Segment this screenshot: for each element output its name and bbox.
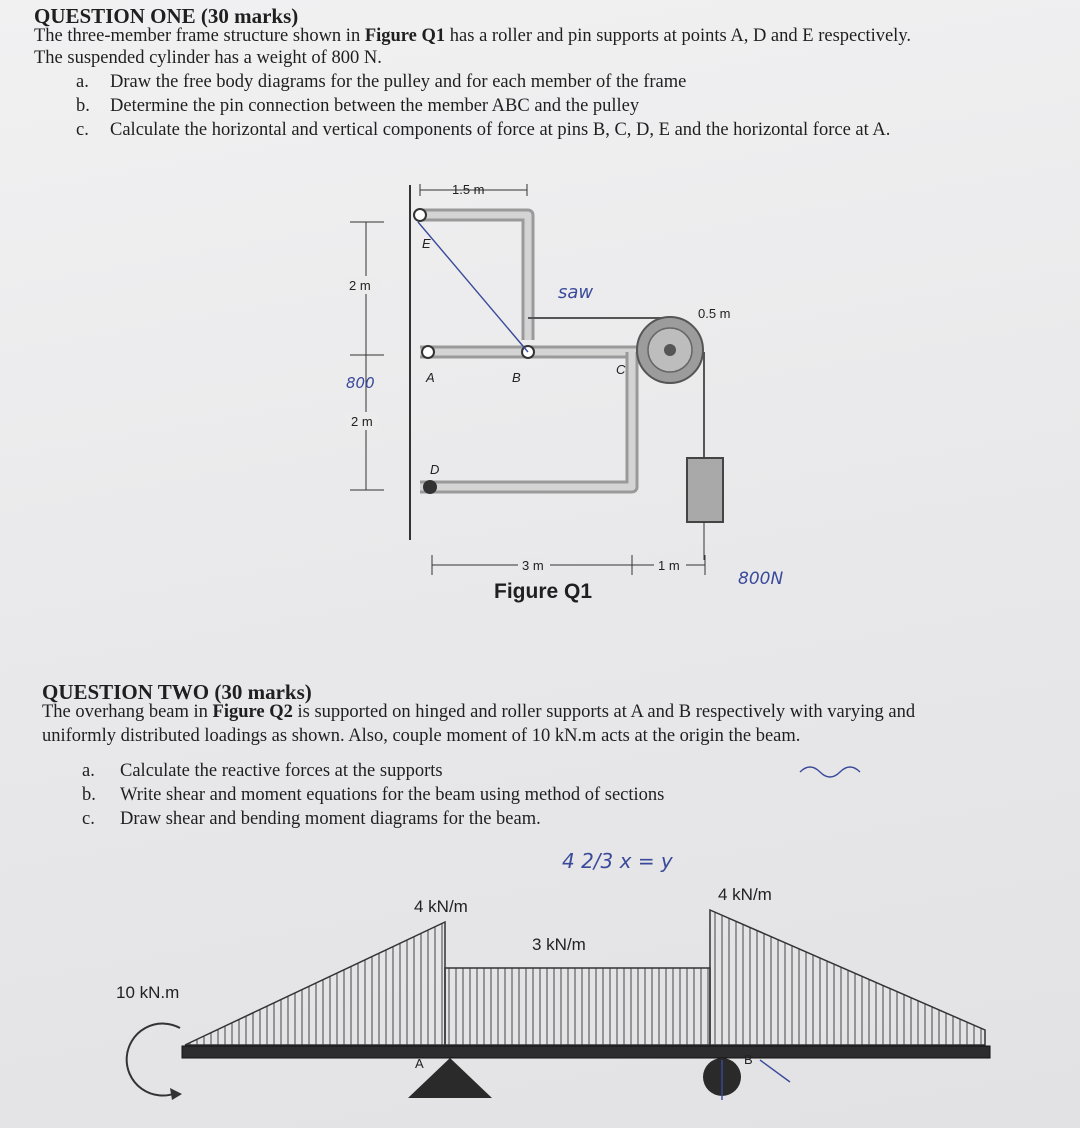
q1-intro-post: has a roller and pin supports at points A, D and E respectively. <box>445 26 911 46</box>
q2-item-c-marker: c. <box>82 809 95 829</box>
q1-label-e: E <box>422 236 431 251</box>
q1-pen-weight: 800N <box>738 569 784 589</box>
figure-q1-label: Figure Q1 <box>494 580 593 603</box>
q2-pen-squiggle <box>800 767 860 777</box>
q1-item-a-marker: a. <box>76 72 89 92</box>
q2-label-b: B <box>744 1052 753 1067</box>
q1-dim-radius: 0.5 m <box>698 306 731 321</box>
q1-intro-pre: The three-member frame structure shown in <box>34 26 365 46</box>
q2-item-a-text: Calculate the reactive forces at the supports <box>120 761 443 781</box>
q2-line2: uniformly distributed loadings as shown. Also, couple moment of 10 kN.m acts at the origin the beam. <box>42 726 801 746</box>
q2-item-a-marker: a. <box>82 761 95 781</box>
q1-label-a: A <box>426 370 435 385</box>
q2-beam <box>182 1046 990 1058</box>
question-one-title: QUESTION ONE (30 marks) <box>34 4 299 28</box>
q1-label-c: C <box>616 362 626 377</box>
q1-pen-saw: saw <box>558 282 594 303</box>
q1-dim-bottom-left: 3 m <box>522 558 544 573</box>
q1-label-b: B <box>512 370 521 385</box>
q2-load-right-label: 4 kN/m <box>718 885 772 904</box>
question-two-title: QUESTION TWO (30 marks) <box>42 680 312 704</box>
q2-figure-ref: Figure Q2 <box>212 702 293 722</box>
q2-pen-equation: 4 2/3 x = y <box>562 849 673 873</box>
q1-pen-left-note: 800 <box>346 374 375 392</box>
q2-pen-mark-2 <box>760 1060 790 1082</box>
q1-item-c-text: Calculate the horizontal and vertical components of force at pins B, C, D, E and the horizontal force at A. <box>110 120 891 140</box>
q1-item-c-marker: c. <box>76 120 89 140</box>
q1-item-b-marker: b. <box>76 96 90 116</box>
q1-dim-left-upper: 2 m <box>349 278 371 293</box>
q1-item-a-text: Draw the free body diagrams for the pulley and for each member of the frame <box>110 72 687 92</box>
q2-moment-label: 10 kN.m <box>116 983 180 1002</box>
q2-line1-post: is supported on hinged and roller supports at A and B respectively with varying and <box>292 702 916 722</box>
q1-dim-bottom-right: 1 m <box>658 558 680 573</box>
q1-label-d: D <box>430 462 440 477</box>
q2-load-right-triangle <box>710 910 985 1045</box>
q1-dim-left-lower: 2 m <box>351 414 373 429</box>
q2-line1-pre: The overhang beam in <box>42 702 213 722</box>
q2-load-mid-label: 3 kN/m <box>532 935 586 954</box>
q1-dim-top: 1.5 m <box>452 182 485 197</box>
q1-item-b-text: Determine the pin connection between the member ABC and the pulley <box>110 96 640 116</box>
q2-load-left-triangle <box>185 922 445 1045</box>
q2-item-b-marker: b. <box>82 785 96 805</box>
q2-item-b-text: Write shear and moment equations for the beam using method of sections <box>120 785 665 805</box>
q2-label-a: A <box>415 1056 424 1071</box>
q2-item-c-text: Draw shear and bending moment diagrams for the beam. <box>120 809 541 829</box>
q1-figure-ref: Figure Q1 <box>364 26 446 46</box>
q2-moment-arrowhead <box>170 1088 182 1100</box>
q1-intro-line2: The suspended cylinder has a weight of 800 N. <box>34 48 382 68</box>
q2-load-uniform <box>445 968 710 1045</box>
q2-load-left-label: 4 kN/m <box>414 897 468 916</box>
q2-moment-arc <box>127 1024 180 1096</box>
